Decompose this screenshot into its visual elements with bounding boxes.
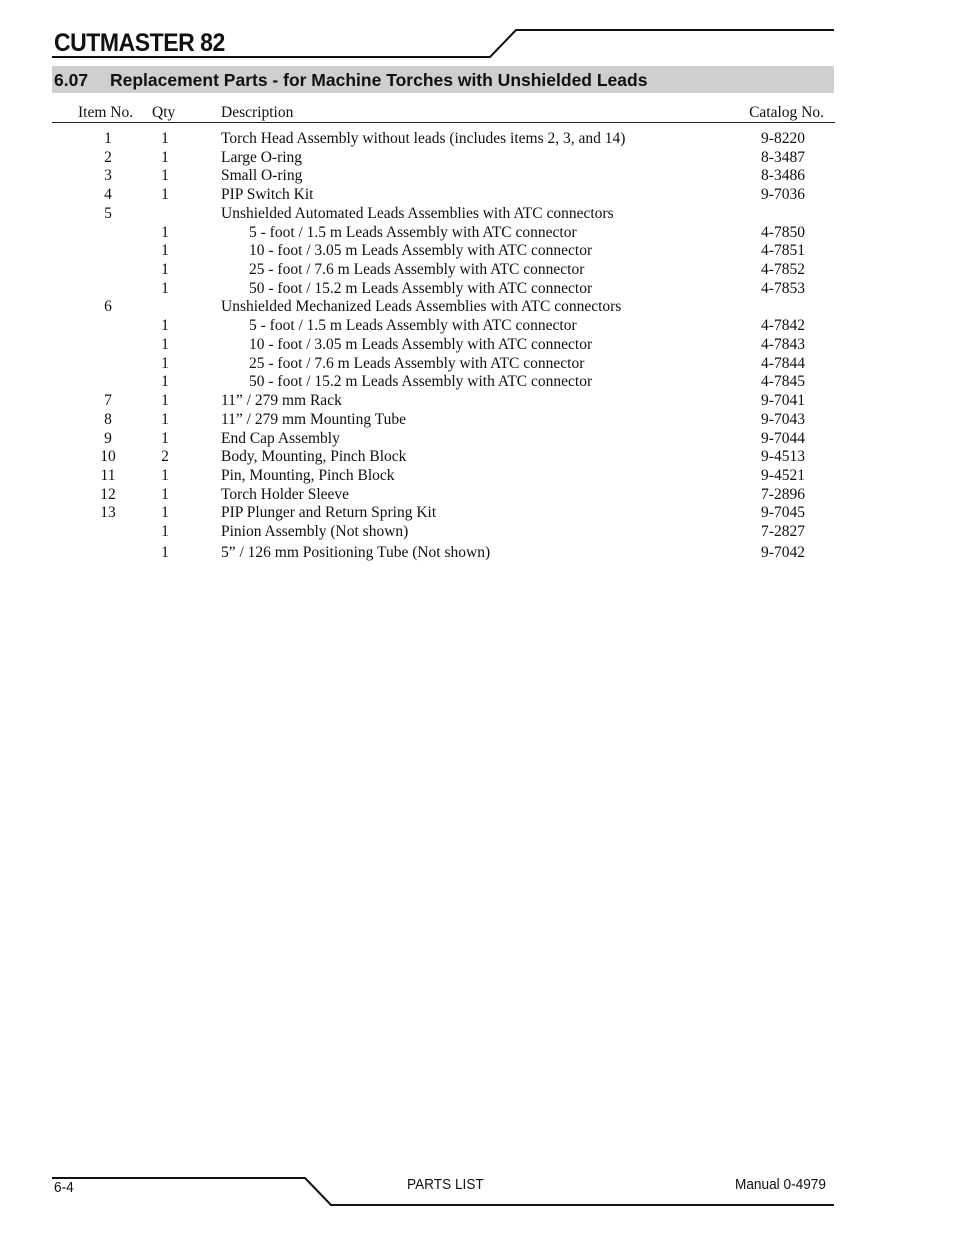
description-cell: 10 - foot / 3.05 m Leads Assembly with ATC connector (249, 335, 593, 353)
qty-cell: 1 (161, 410, 169, 428)
description-cell: 5 - foot / 1.5 m Leads Assembly with ATC connector (249, 317, 577, 335)
description-cell: Pin, Mounting, Pinch Block (221, 466, 395, 484)
catalog-number-cell: 9-4521 (761, 466, 805, 484)
item-number-cell: 6 (104, 298, 112, 316)
catalog-number-cell: 9-7036 (761, 186, 805, 204)
table-row (52, 429, 835, 448)
qty-cell: 1 (161, 373, 169, 391)
table-row (52, 241, 835, 260)
table-row (52, 223, 835, 242)
table-row (52, 148, 835, 167)
manual-number: Manual 0-4979 (735, 1177, 826, 1193)
catalog-number-cell: 4-7843 (761, 335, 805, 353)
catalog-number-cell: 9-7043 (761, 410, 805, 428)
item-number-cell: 13 (100, 504, 116, 522)
catalog-number-cell: 9-4513 (761, 448, 805, 466)
parts-table-body (52, 129, 835, 561)
table-row (52, 279, 835, 298)
footer-section-name: PARTS LIST (407, 1177, 484, 1193)
section-heading (52, 66, 834, 93)
description-cell: Torch Holder Sleeve (221, 485, 350, 503)
description-cell: 11” / 279 mm Mounting Tube (221, 410, 407, 428)
qty-cell: 1 (161, 317, 169, 335)
table-row (52, 129, 835, 148)
table-row (52, 316, 835, 335)
page-number: 6-4 (54, 1180, 74, 1196)
table-row (52, 297, 835, 316)
qty-cell: 1 (161, 167, 169, 185)
table-row (52, 447, 835, 466)
qty-cell: 1 (161, 186, 169, 204)
qty-cell: 1 (161, 466, 169, 484)
qty-cell: 1 (161, 392, 169, 410)
catalog-number-cell: 4-7852 (761, 261, 805, 279)
catalog-number-cell: 9-7042 (761, 543, 805, 561)
qty-cell: 1 (161, 523, 169, 541)
description-cell: 5 - foot / 1.5 m Leads Assembly with ATC connector (249, 223, 577, 241)
catalog-number-cell: 8-3486 (761, 167, 805, 185)
description-cell: 50 - foot / 15.2 m Leads Assembly with ATC connector (249, 279, 593, 297)
table-row (52, 354, 835, 373)
item-number-cell: 4 (104, 186, 112, 204)
column-header-qty: Qty (152, 104, 176, 121)
description-cell: PIP Plunger and Return Spring Kit (221, 504, 437, 522)
catalog-number-cell: 4-7844 (761, 354, 805, 372)
description-cell: 25 - foot / 7.6 m Leads Assembly with ATC connector (249, 354, 585, 372)
table-row (52, 543, 835, 562)
qty-cell: 1 (161, 261, 169, 279)
table-row (52, 204, 835, 223)
catalog-number-cell: 4-7842 (761, 317, 805, 335)
qty-cell: 1 (161, 279, 169, 297)
catalog-number-cell: 9-7041 (761, 392, 805, 410)
catalog-number-cell: 4-7850 (761, 223, 805, 241)
table-row (52, 466, 835, 485)
item-number-cell: 2 (104, 148, 112, 166)
description-cell: Body, Mounting, Pinch Block (221, 448, 407, 466)
description-cell: Large O-ring (221, 148, 303, 166)
description-cell: Pinion Assembly (Not shown) (221, 523, 409, 541)
item-number-cell: 9 (104, 429, 112, 447)
table-row (52, 503, 835, 522)
description-cell: Unshielded Mechanized Leads Assemblies with ATC connectors (221, 298, 622, 316)
catalog-number-cell: 7-2896 (761, 485, 805, 503)
qty-cell: 2 (161, 448, 169, 466)
table-row (52, 522, 835, 543)
qty-cell: 1 (161, 242, 169, 260)
column-header-item: Item No. (78, 104, 134, 121)
table-row (52, 166, 835, 185)
catalog-number-cell: 9-8220 (761, 130, 805, 147)
section-number: 6.07 (54, 70, 89, 90)
table-row (52, 260, 835, 279)
description-cell: Torch Head Assembly without leads (includes items 2, 3, and 14) (221, 130, 626, 147)
qty-cell: 1 (161, 504, 169, 522)
description-cell: 50 - foot / 15.2 m Leads Assembly with ATC connector (249, 373, 593, 391)
description-cell: End Cap Assembly (221, 429, 340, 447)
qty-cell: 1 (161, 354, 169, 372)
catalog-number-cell: 7-2827 (761, 523, 805, 541)
catalog-number-cell: 9-7045 (761, 504, 805, 522)
qty-cell: 1 (161, 543, 169, 561)
table-row (52, 410, 835, 429)
column-header-description: Description (221, 104, 294, 121)
description-cell: 10 - foot / 3.05 m Leads Assembly with ATC connector (249, 242, 593, 260)
item-number-cell: 10 (100, 448, 116, 466)
table-row (52, 185, 835, 204)
qty-cell: 1 (161, 223, 169, 241)
description-cell: PIP Switch Kit (221, 186, 314, 204)
table-row (52, 391, 835, 410)
section-title: Replacement Parts - for Machine Torches with Unshielded Leads (110, 70, 648, 90)
item-number-cell: 1 (104, 130, 112, 147)
description-cell: 11” / 279 mm Rack (221, 392, 342, 410)
qty-cell: 1 (161, 485, 169, 503)
item-number-cell: 11 (100, 466, 116, 484)
item-number-cell: 3 (104, 167, 112, 185)
catalog-number-cell: 4-7853 (761, 279, 805, 297)
column-header-catalog: Catalog No. (749, 104, 824, 121)
parts-table-header (52, 104, 835, 123)
description-cell: Small O-ring (221, 167, 303, 185)
catalog-number-cell: 4-7845 (761, 373, 805, 391)
description-cell: 5” / 126 mm Positioning Tube (Not shown) (221, 543, 491, 561)
item-number-cell: 8 (104, 410, 112, 428)
qty-cell: 1 (161, 148, 169, 166)
item-number-cell: 7 (104, 392, 112, 410)
qty-cell: 1 (161, 130, 169, 147)
qty-cell: 1 (161, 335, 169, 353)
qty-cell: 1 (161, 429, 169, 447)
item-number-cell: 12 (100, 485, 116, 503)
page-title: CUTMASTER 82 (54, 29, 225, 57)
description-cell: 25 - foot / 7.6 m Leads Assembly with ATC connector (249, 261, 585, 279)
table-row (52, 335, 835, 354)
table-row (52, 372, 835, 391)
catalog-number-cell: 8-3487 (761, 148, 805, 166)
table-row (52, 485, 835, 504)
catalog-number-cell: 9-7044 (761, 429, 805, 447)
item-number-cell: 5 (104, 204, 112, 222)
catalog-number-cell: 4-7851 (761, 242, 805, 260)
description-cell: Unshielded Automated Leads Assemblies with ATC connectors (221, 204, 614, 222)
